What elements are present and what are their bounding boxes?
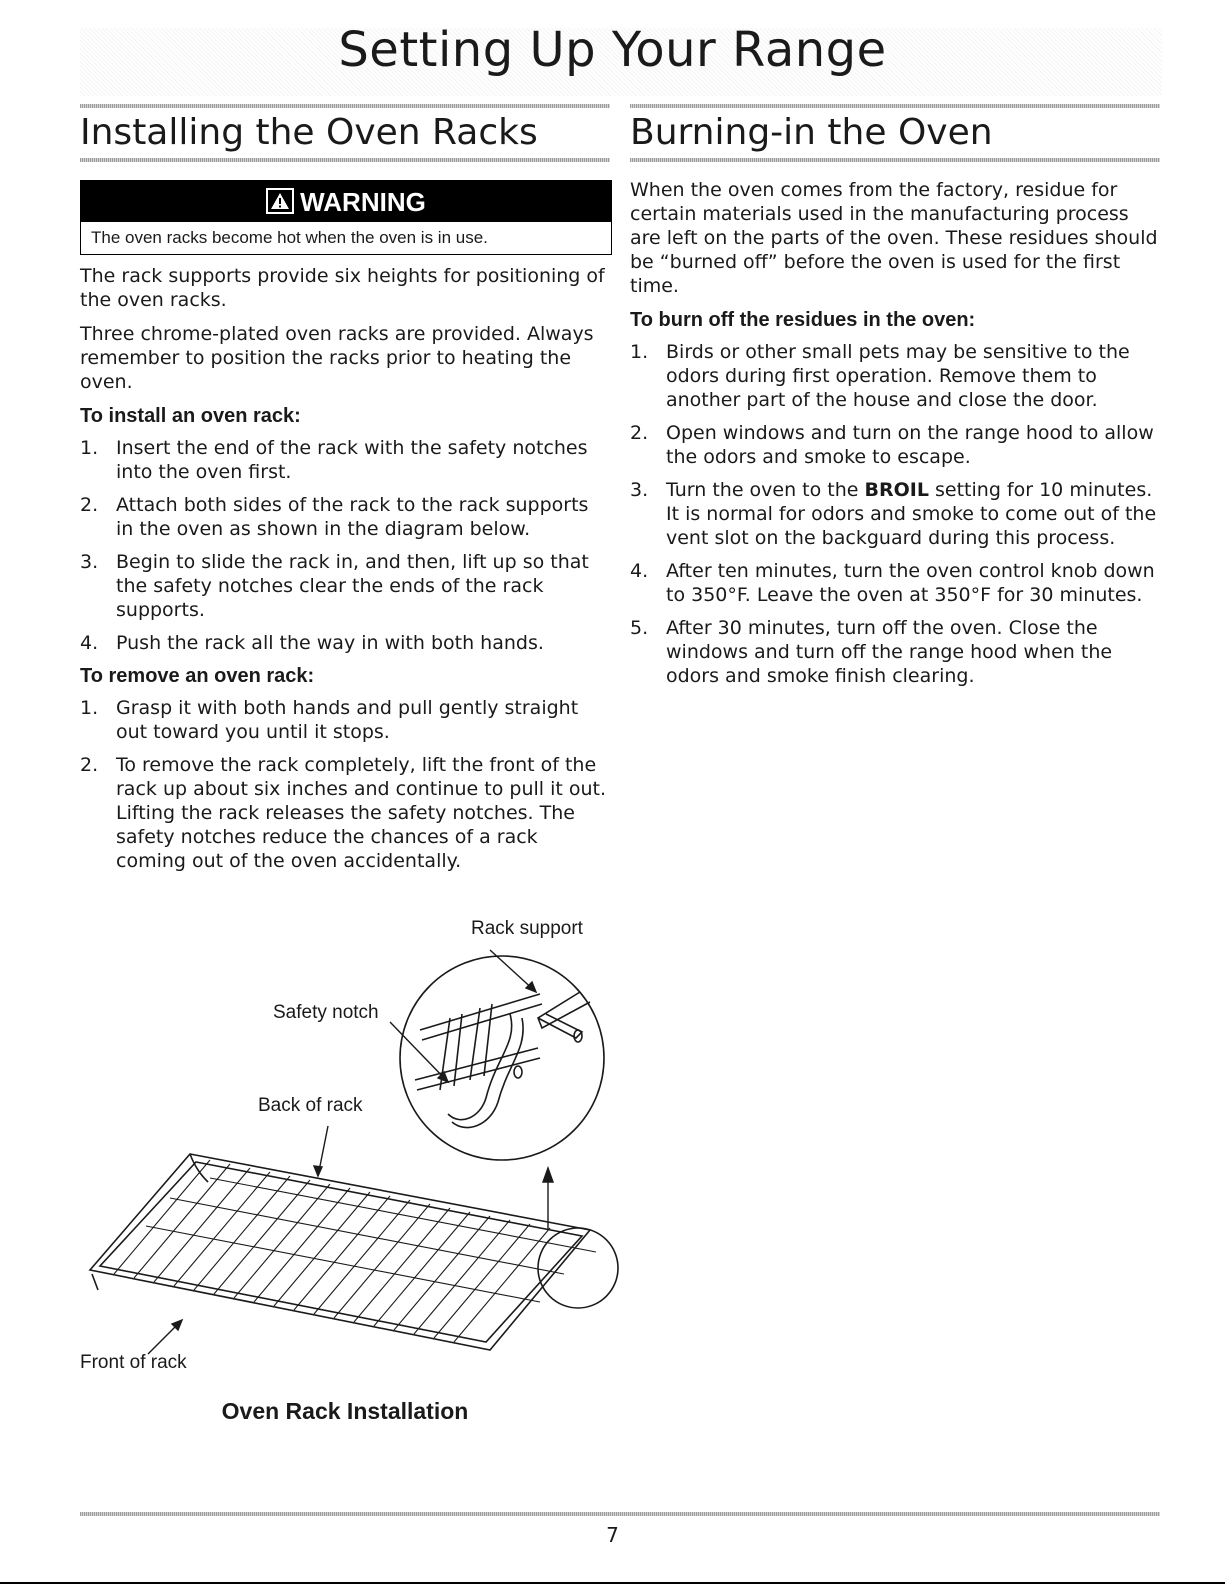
right-title-rule-bottom [630,158,1160,162]
footer-rule [80,1512,1160,1516]
right-column [630,178,1160,697]
list-item: 1. Grasp it with both hands and pull gently straight out toward you until it stops. [80,697,579,743]
broil-keyword: BROIL [864,479,929,501]
remove-steps [80,696,610,873]
list-item: 3. Begin to slide the rack in, and then, lift up so that the safety notches clear the ends of the rack supports. [80,551,589,621]
page-number: 7 [606,1523,619,1547]
list-item: 5. After 30 minutes, turn off the oven. Close the windows and turn off the range hood when the odors and smoke finish clearing. [630,617,1113,687]
oven-rack-diagram [70,930,630,1390]
warning-header [81,180,611,222]
list-item: 1. Insert the end of the rack with the safety notches into the oven first. [80,437,588,483]
diagram-caption: Oven Rack Installation [221,1398,469,1424]
label-rack-support: Rack support [471,918,583,939]
left-title-rule-top [80,104,610,108]
warning-box [80,180,612,255]
burn-off-heading: To burn off the residues in the oven: [630,309,976,331]
warning-heading: WARNING [300,187,426,217]
label-back-of-rack: Back of rack [258,1095,363,1116]
list-item: 3. Turn the oven to the BROIL setting for 10 minutes. It is normal for odors and smoke to come out of the vent slot on the backguard during this process. [630,479,1157,549]
list-item: 4. After ten minutes, turn the oven control knob down to 350°F. Leave the oven at 350°F for 30 minutes. [630,560,1155,606]
right-title-rule-top [630,104,1160,108]
warning-icon [266,188,294,214]
list-item: 4. Push the rack all the way in with both hands. [80,632,544,654]
rack-wires [114,1160,596,1342]
warning-text: The oven racks become hot when the oven is in use. [91,228,488,247]
label-front-of-rack: Front of rack [80,1352,187,1373]
burn-off-steps [630,340,1160,688]
detail-wires [415,992,590,1128]
remove-heading: To remove an oven rack: [80,665,315,687]
label-safety-notch: Safety notch [273,1002,379,1023]
list-item: 2. Open windows and turn on the range hood to allow the odors and smoke to escape. [630,422,1154,468]
burn-in-intro: When the oven comes from the factory, residue for certain materials used in the manufacturing process are left on the parts of the oven. These residues should be “burned off” before the oven is used for the first time. [630,179,1158,297]
list-item: 2. To remove the rack completely, lift the front of the rack up about six inches and continue to pull it out. Lifting the rack releases the safety notches. The safety notches reduce the chances of a rack coming out of the oven accidentally. [80,754,607,872]
right-section-title: Burning-in the Oven [630,112,993,153]
page-title: Setting Up Your Range [338,22,887,78]
left-section-title: Installing the Oven Racks [80,112,538,153]
list-item: 1. Birds or other small pets may be sensitive to the odors during first operation. Remove them to another part of the house and close the door. [630,341,1130,411]
left-column [80,264,610,882]
rack-positions-paragraph: The rack supports provide six heights for positioning of the oven racks. [80,265,605,311]
install-heading: To install an oven rack: [80,405,301,427]
rack-frame [90,1154,590,1350]
left-title-rule-bottom [80,158,610,162]
install-steps [80,436,610,655]
racks-provided-paragraph: Three chrome-plated oven racks are provided. Always remember to position the racks prior to heating the oven. [80,323,594,393]
bottom-edge-line [0,1582,1225,1584]
list-item: 2. Attach both sides of the rack to the rack supports in the oven as shown in the diagram below. [80,494,589,540]
